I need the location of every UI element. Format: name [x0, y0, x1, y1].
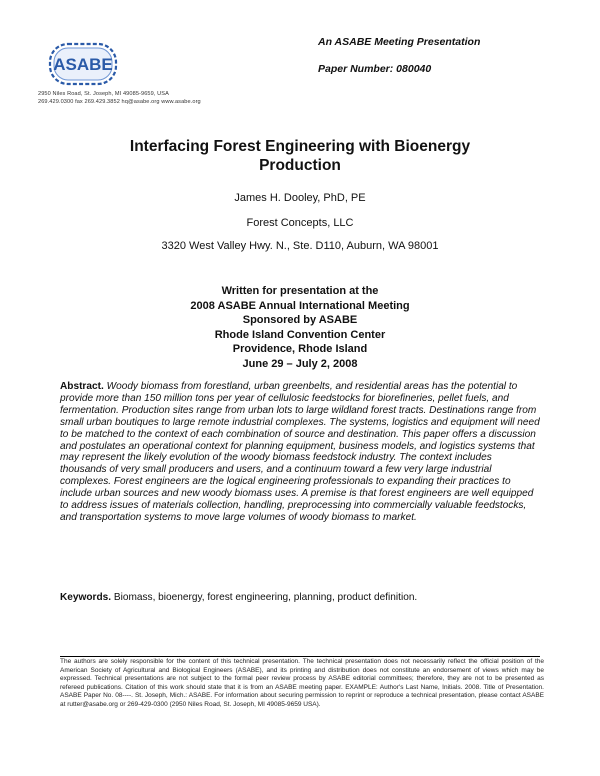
presentation-line: Written for presentation at the — [221, 285, 379, 297]
meeting-label: An ASABE Meeting Presentation — [318, 36, 481, 48]
asabe-logo — [38, 38, 130, 90]
keywords-label: Keywords. — [60, 592, 114, 603]
presentation-info — [100, 284, 500, 372]
abstract-label: Abstract. — [60, 381, 107, 392]
abstract-text: Woody biomass from forestland, urban greenbelts, and residential areas has the potential to provide more than 150 million tons per year of cellulosic feedstocks for biorefineries, pellet fuels, and fermentation. Production sites range from urban lots to large wildland forest tracts. Destinations range from small urban boutiques to large remote industrial complexes. The systems, logistics and equipment will need to be matched to the context of each combination of source and destination. This paper offers a discussion and postulates an operational context for planning equipment, business models, and logistics systems that may represent the likely evolution of the woody biomass feedstock industry. The context includes thousands of very small producers and users, and a continuum toward a few very large industrial complexes. Forest engineers are the logical engineering professionals to expanding their practices to include urban sources and new woody biomass uses. A premise is that forest engineers are well equipped to address issues of materials collection, handling, preprocessing into commercially valuable feedstocks, and transportation systems to move large volumes of woody biomass to market. — [60, 381, 540, 523]
paper-title — [100, 137, 500, 175]
footnote-divider — [60, 656, 540, 657]
keywords-text: Biomass, bioenergy, forest engineering, planning, product definition. — [113, 592, 418, 603]
title-line-1: Interfacing Forest Engineering with Bioenergy — [129, 138, 471, 155]
keywords — [60, 592, 540, 603]
presentation-line: June 29 – July 2, 2008 — [242, 357, 358, 370]
author-address: 3320 West Valley Hwy. N., Ste. D110, Auburn, WA 98001 — [161, 240, 439, 252]
asabe-logo-block — [38, 38, 268, 118]
paper-number: Paper Number: 080040 — [318, 63, 432, 75]
header-address: 2950 Niles Road, St. Joseph, MI 49085-9659, USA — [38, 91, 169, 97]
title-line-2: Production — [259, 157, 341, 174]
presentation-line: Providence, Rhode Island — [232, 343, 368, 356]
presentation-line: Sponsored by ASABE — [242, 314, 358, 327]
presentation-line: Rhode Island Convention Center — [214, 328, 386, 341]
author-name: James H. Dooley, PhD, PE — [234, 192, 366, 204]
logo-text: ASABE — [53, 55, 113, 74]
author-organization: Forest Concepts, LLC — [246, 217, 354, 229]
abstract — [60, 381, 540, 524]
footnote-disclaimer: The authors are solely responsible for the content of this technical presentation. The technical presentation does not necessarily reflect the official position of the American Society of Agricultural and Biological Engineers (ASABE), and its printing and distribution does not constitute an endorsement of views which may be expressed. Technical presentations are not subject to the formal peer review process by ASABE editorial committees; therefore, they are not to be presented as refereed publications. Citation of this work should state that it is from an ASABE meeting paper. EXAMPLE: Author's Last Name, Initials. 2008. Title of Presentation. ASABE Paper No. 08----. St. Joseph, Mich.: ASABE. For information about securing permission to reprint or reproduce a technical presentation, please contact ASABE at rutter@asabe.org or 269-429-0300 (2950 Niles Road, St. Joseph, MI 49085-9659 USA). — [60, 658, 544, 708]
header-contact: 269.429.0300 fax 269.429.3852 hq@asabe.org www.asabe.org — [38, 99, 201, 105]
presentation-line: 2008 ASABE Annual International Meeting — [190, 299, 410, 312]
